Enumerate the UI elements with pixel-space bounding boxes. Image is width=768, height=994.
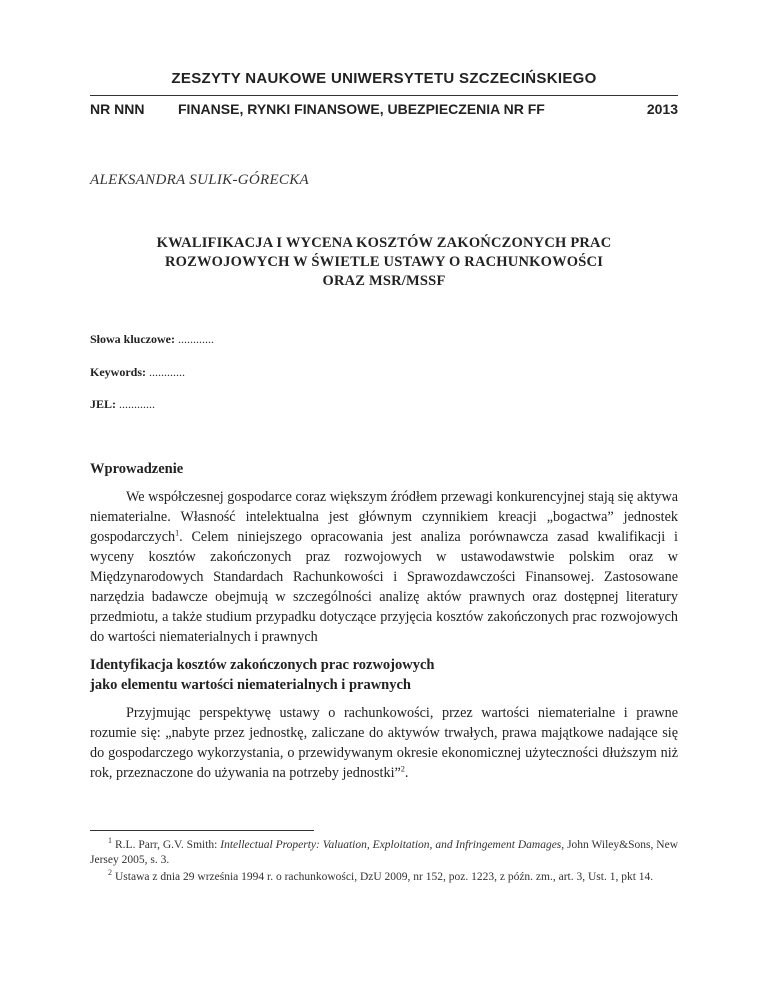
- identification-heading-line: jako elementu wartości niematerialnych i prawnych: [90, 677, 411, 693]
- footnote-2-number: 2: [108, 868, 112, 878]
- identification-paragraph: [90, 703, 678, 783]
- keywords-pl-label: Słowa kluczowe:: [90, 332, 175, 346]
- intro-heading: Wprowadzenie: [90, 461, 184, 477]
- article-title: [90, 234, 678, 291]
- keywords-en: [90, 365, 185, 380]
- footnote-1-authors: R.L. Parr, G.V. Smith:: [115, 839, 221, 851]
- jel-codes: [90, 397, 155, 412]
- series-name: FINANSE, RYNKI FINANSOWE, UBEZPIECZENIA NR FF: [178, 101, 545, 117]
- keywords-pl-value: ............: [178, 332, 214, 346]
- journal-title: ZESZYTY NAUKOWE UNIWERSYTETU SZCZECIŃSKIEGO: [171, 70, 597, 87]
- intro-text-a: We współczesnej gospodarce coraz większym źródłem przewagi konkurencyjnej stają się aktywa niematerialne. Własność intelektualna jest głównym czynnikiem kreacji „bogactwa” jednostek gospodarczych: [90, 489, 678, 545]
- keywords-en-value: ............: [149, 365, 185, 379]
- identification-heading: [90, 655, 678, 695]
- jel-label: JEL:: [90, 397, 117, 411]
- publication-year: 2013: [646, 101, 678, 117]
- article-title-line: ORAZ MSR/MSSF: [322, 273, 446, 289]
- article-title-line: KWALIFIKACJA I WYCENA KOSZTÓW ZAKOŃCZONYCH PRAC: [156, 235, 612, 251]
- jel-value: ............: [119, 397, 156, 411]
- footnote-1-title: Intellectual Property: Valuation, Exploitation, and Infringement Damages: [220, 839, 562, 851]
- journal-issue-row: [90, 95, 678, 120]
- article-title-line: ROZWOJOWYCH W ŚWIETLE USTAWY O RACHUNKOWOŚCI: [164, 254, 604, 270]
- ident-text-a: Przyjmując perspektywę ustawy o rachunkowości, przez wartości niematerialne i prawne rozumie się: „nabyte przez jednostkę, zaliczane do aktywów trwałych, prawa majątkowe nadające się do gospodarczego wykorzystania, o przewidywanym okresie ekonomicznej użyteczności dłuższym niż rok, przeznaczone do używania na potrzeby jednostki”: [90, 705, 678, 781]
- ident-text-b: .: [404, 765, 409, 781]
- footnote-2-text: Ustawa z dnia 29 września 1994 r. o rachunkowości, DzU 2009, nr 152, poz. 1223, z późn. zm., art. 3, Ust. 1, pkt 14.: [115, 871, 654, 883]
- author-name: ALEKSANDRA SULIK-GÓRECKA: [90, 172, 310, 188]
- footnote-ref-1[interactable]: 1: [175, 528, 180, 538]
- footnote-1: [90, 838, 678, 868]
- footnote-1-number: 1: [108, 836, 112, 846]
- footnote-ref-2[interactable]: 2: [400, 764, 405, 774]
- footnote-separator: [90, 830, 314, 831]
- identification-heading-line: Identyfikacja kosztów zakończonych prac rozwojowych: [90, 657, 435, 673]
- footnote-2: [90, 870, 678, 885]
- intro-text-b: . Celem niniejszego opracowania jest analiza porównawcza zasad kwalifikacji i wyceny kosztów zakończonych praz rozwojowych w ustawodawstwie polskim oraz w Międzynarodowych Standardach Rachunkowości i Sprawozdawczości Finansowej. Zastosowane narzędzia badawcze obejmują w szczególności analizę aktów prawnych oraz dostępnej literatury przedmiotu, a także studium przypadku dotyczące przyjęcia kosztów zakończonych prac rozwojowych do wartości niematerialnych i prawnych: [90, 529, 678, 645]
- intro-paragraph: [90, 487, 678, 647]
- issue-number: NR NNN: [90, 101, 145, 117]
- keywords-pl: [90, 332, 214, 347]
- keywords-en-label: Keywords:: [90, 365, 146, 379]
- footnote-1-rest: , John Wiley&Sons, New Jersey 2005, s. 3.: [90, 839, 678, 866]
